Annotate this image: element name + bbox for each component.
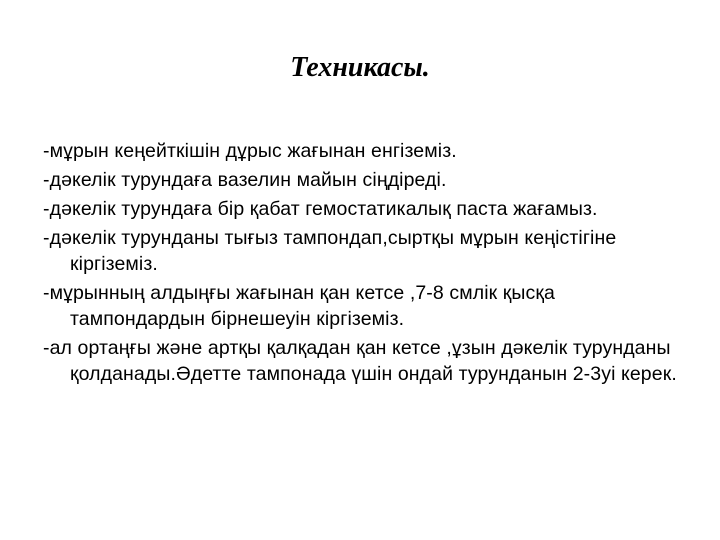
- bullet-item: -мұрынның алдыңғы жағынан қан кетсе ,7-8 смлік қысқа тампондардын бірнешеуін кіргіземіз.: [43, 282, 555, 330]
- bullet-item: -ал ортаңғы және артқы қалқадан қан кетсе ,ұзын дәкелік турунданы қолданады.Әдетте тампонада үшін ондай турунданын 2-3уі керек.: [43, 337, 677, 385]
- slide-title: Техникасы.: [290, 52, 430, 83]
- bullet-item: -мұрын кеңейткішін дұрыс жағынан енгіземіз.: [43, 140, 457, 162]
- bullet-item: -дәкелік турундаға вазелин майын сіңдіреді.: [43, 169, 447, 191]
- bullet-item: -дәкелік турундаға бір қабат гемостатикалық паста жағамыз.: [43, 198, 598, 220]
- bullet-list: [43, 138, 683, 390]
- bullet-item: -дәкелік турунданы тығыз тампондап,сыртқы мұрын кеңістігіне кіргіземіз.: [43, 227, 617, 275]
